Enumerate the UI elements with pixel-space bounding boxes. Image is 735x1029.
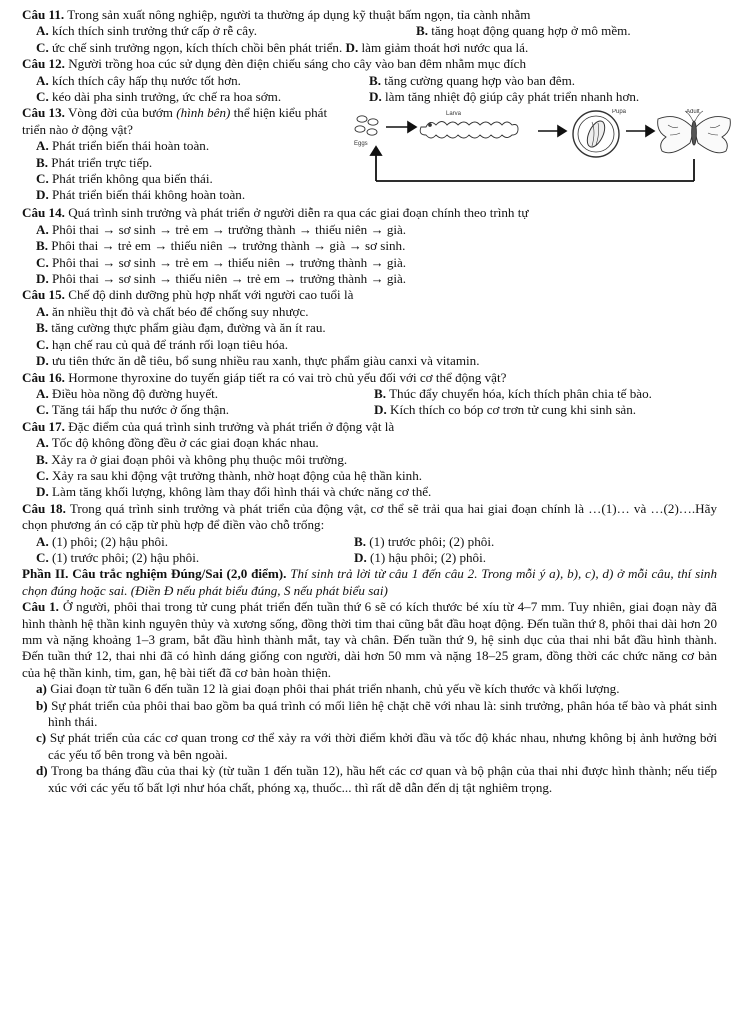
question-15 [22,287,717,369]
butterfly-life-cycle-figure [350,109,735,191]
section-instructions: Thí sinh trả lời từ câu 1 đến câu 2. Trong mỗi ý a), b), c), d) ở mỗi câu, thí sinh chọn đúng hoặc sai. (Điền Đ nếu phát biểu đúng, S nếu phát biểu sai) [22,566,717,598]
question-text: Trong quá trình sinh trưởng và phát triển của động vật, cơ thể sẽ trải qua hai giai đoạn chính là …(1)… và …(2)….Hãy chọn phương án có cặp từ phù hợp để điền vào chỗ trống: [22,500,717,533]
question-16 [22,370,717,419]
arrow-icon [386,122,416,132]
question-text: Người trồng hoa cúc sử dụng đèn điện chiếu sáng cho cây vào ban đêm nhằm mục đích [64,56,527,72]
part-2-header [22,566,717,599]
return-arrow-icon [371,147,694,181]
question-number: Câu 14. [22,205,65,221]
question-12 [22,56,717,105]
question-number: Câu 1. [22,599,59,615]
question-number: Câu 17. [22,418,65,434]
question-number: Câu 16. [22,369,65,385]
option-b[interactable]: B. Phát triển trực tiếp. [36,154,153,170]
option-d[interactable]: D. làm tăng nhiệt độ giúp cây phát triển nhanh hơn. [369,89,640,105]
option-c[interactable]: C. (1) trước phôi; (2) hậu phôi. [36,549,200,565]
option-b[interactable]: B. tăng cường quang hợp vào ban đêm. [369,72,576,88]
option-b[interactable]: B. (1) trước phôi; (2) phôi. [354,533,495,549]
statement-a[interactable]: a) Giai đoạn từ tuần 6 đến tuần 12 là giai đoạn phôi thai phát triển nhanh, chủ yếu về kích thước và khối lượng. [36,681,620,697]
option-c[interactable]: C. kéo dài pha sinh trưởng, ức chế ra hoa sớm. [36,89,282,105]
option-c[interactable]: C. Tăng tái hấp thu nước ở ống thận. [36,402,230,418]
butterfly-icon [658,111,731,153]
option-b[interactable]: B. tăng cường thực phẩm giàu đạm, đường và ăn ít rau. [36,320,326,336]
caterpillar-icon [420,122,518,139]
question-text: Câu 13. Vòng đời của bướm (hình bên) thể hiện kiểu phát triển nào ở động vật? [22,105,328,137]
option-a[interactable]: A. Phát triển biến thái hoàn toàn. [36,138,210,154]
question-text: Hormone thyroxine do tuyến giáp tiết ra có vai trò chủ yếu đối với cơ thể động vật? [64,369,507,385]
option-a[interactable]: A. Điều hòa nồng độ đường huyết. [36,385,219,401]
question-text: Chế độ dinh dưỡng phù hợp nhất với người cao tuổi là [64,287,354,303]
pupa-icon [573,111,619,157]
option-a[interactable]: A. (1) phôi; (2) hậu phôi. [36,533,169,549]
question-number: Câu 15. [22,287,65,303]
option-a[interactable]: A. kích thích cây hấp thụ nước tốt hơn. [36,72,241,88]
question-text: Đặc điểm của quá trình sinh trưởng và phát triển ở động vật là [64,418,395,434]
option-b[interactable]: B. Xảy ra ở giai đoạn phôi và không phụ thuộc môi trường. [36,451,348,467]
label-pupa: Pupa [612,109,627,116]
question-number: Câu 12. [22,56,65,72]
option-c-d[interactable]: C. ức chế sinh trưởng ngọn, kích thích chồi bên phát triển. D. làm giảm thoát hơi nước qua lá. [36,39,529,55]
option-d[interactable]: D. Kích thích co bóp cơ trơn tử cung khi sinh sản. [374,402,637,418]
option-c[interactable]: C. hạn chế rau củ quả để tránh rối loạn tiêu hóa. [36,336,288,352]
option-c[interactable]: C. Phát triển không qua biến thái. [36,171,213,187]
true-false-question-1 [22,599,717,796]
question-13 [22,105,717,205]
label-larva: Larva [446,111,462,118]
question-14 [22,205,717,287]
statement-c[interactable]: c) Sự phát triển của các cơ quan trong cơ thể xảy ra với thời điểm khởi đầu và tốc độ khác nhau, nhưng không bị ảnh hưởng bởi các yếu tố bên trong và bên ngoài. [36,730,717,762]
question-18 [22,501,717,567]
section-title: Phần II. Câu trắc nghiệm Đúng/Sai (2,0 điểm). [22,566,287,582]
option-c[interactable]: C. Xảy ra sau khi động vật trưởng thành, nhờ hoạt động của hệ thần kinh. [36,467,423,483]
question-number: Câu 18. [22,500,66,516]
question-text: Trong sản xuất nông nghiệp, người ta thường áp dụng kỹ thuật bấm ngọn, tỉa cành nhằm [64,7,531,22]
question-17 [22,419,717,501]
option-a[interactable]: A. kích thích sinh trưởng thứ cấp ở rễ cây. [36,23,258,39]
option-d[interactable]: D. (1) hậu phôi; (2) phôi. [354,549,487,565]
statement-d[interactable]: d) Trong ba tháng đầu của thai kỳ (từ tuần 1 đến tuần 12), hầu hết các cơ quan và bộ phận của thai nhi được hình thành; nếu tiếp xúc với các yếu tố bất lợi như hóa chất, phóng xạ, thuốc... thì rất dễ dẫn đến dị tật nghiêm trọng. [36,763,717,795]
option-d[interactable]: D. Làm tăng khối lượng, không làm thay đổi hình thái và chức năng cơ thể. [36,484,432,500]
eggs-icon [355,116,378,135]
label-adult: Adult [686,109,700,116]
question-text: Quá trình sinh trưởng và phát triển ở người diễn ra qua các giai đoạn chính theo trình tự [64,205,529,221]
question-11 [22,7,717,56]
option-a[interactable]: A. Tốc độ không đồng đều ở các giai đoạn khác nhau. [36,435,319,451]
option-c[interactable]: C. Phôi thai → sơ sinh → trẻ em → thiếu niên → trưởng thành → già. [36,254,407,270]
option-b[interactable]: B. Thúc đẩy chuyển hóa, kích thích phân chia tế bào. [374,385,652,401]
arrow-icon [626,126,654,136]
option-d[interactable]: D. Phôi thai → sơ sinh → thiếu niên → trẻ em → trưởng thành → già. [36,271,407,287]
option-d[interactable]: D. ưu tiên thức ăn dễ tiêu, bổ sung nhiều rau xanh, thực phẩm giàu canxi và vitamin. [36,353,480,369]
question-text: Ở người, phôi thai trong tử cung phát triển đến tuần thứ 6 sẽ có kích thước bé xíu từ 4–7 mm. Tuy nhiên, giai đoạn này đã hình thành hệ thần kinh nguyên thủy và xương sống, đồng thời tim thai cũng bắt đầu hoạt động. Đến tuần thứ 8, phôi thai dài hơn 20 mm và nặng khoảng 1–3 gram, bắt đầu hình thành mắt, tay và chân. Đến tuần thứ 9, hệ sinh dục của thai nhi bắt đầu hình thành. Đến tuần thứ 12, thai nhi đã có hình dáng giống con người, dài hơn 50 mm và nặng 18–25 gram, đồng thời các chức năng cơ bản của hệ thần kinh, tim, gan, hệ bài tiết đã cơ bản hoàn thiện. [22,599,717,680]
option-d[interactable]: D. Phát triển biến thái không hoàn toàn. [36,187,246,203]
label-eggs: Eggs [354,141,368,148]
option-b[interactable]: B. Phôi thai → trẻ em → thiếu niên → trưởng thành → già → sơ sinh. [36,238,406,254]
arrow-icon [538,126,566,136]
question-number: Câu 11. [22,7,65,22]
option-a[interactable]: A. Phôi thai → sơ sinh → trẻ em → trưởng thành → thiếu niên → già. [36,221,407,237]
option-b[interactable]: B. tăng hoạt động quang hợp ở mô mềm. [416,23,631,39]
statement-b[interactable]: b) Sự phát triển của phôi thai bao gồm ba quá trình có mối liên hệ chặt chẽ với nhau là: sinh trưởng, phân hóa tế bào và phát sinh hình thái. [36,697,717,730]
option-a[interactable]: A. ăn nhiều thịt đỏ và chất béo để chống suy nhược. [36,303,309,319]
